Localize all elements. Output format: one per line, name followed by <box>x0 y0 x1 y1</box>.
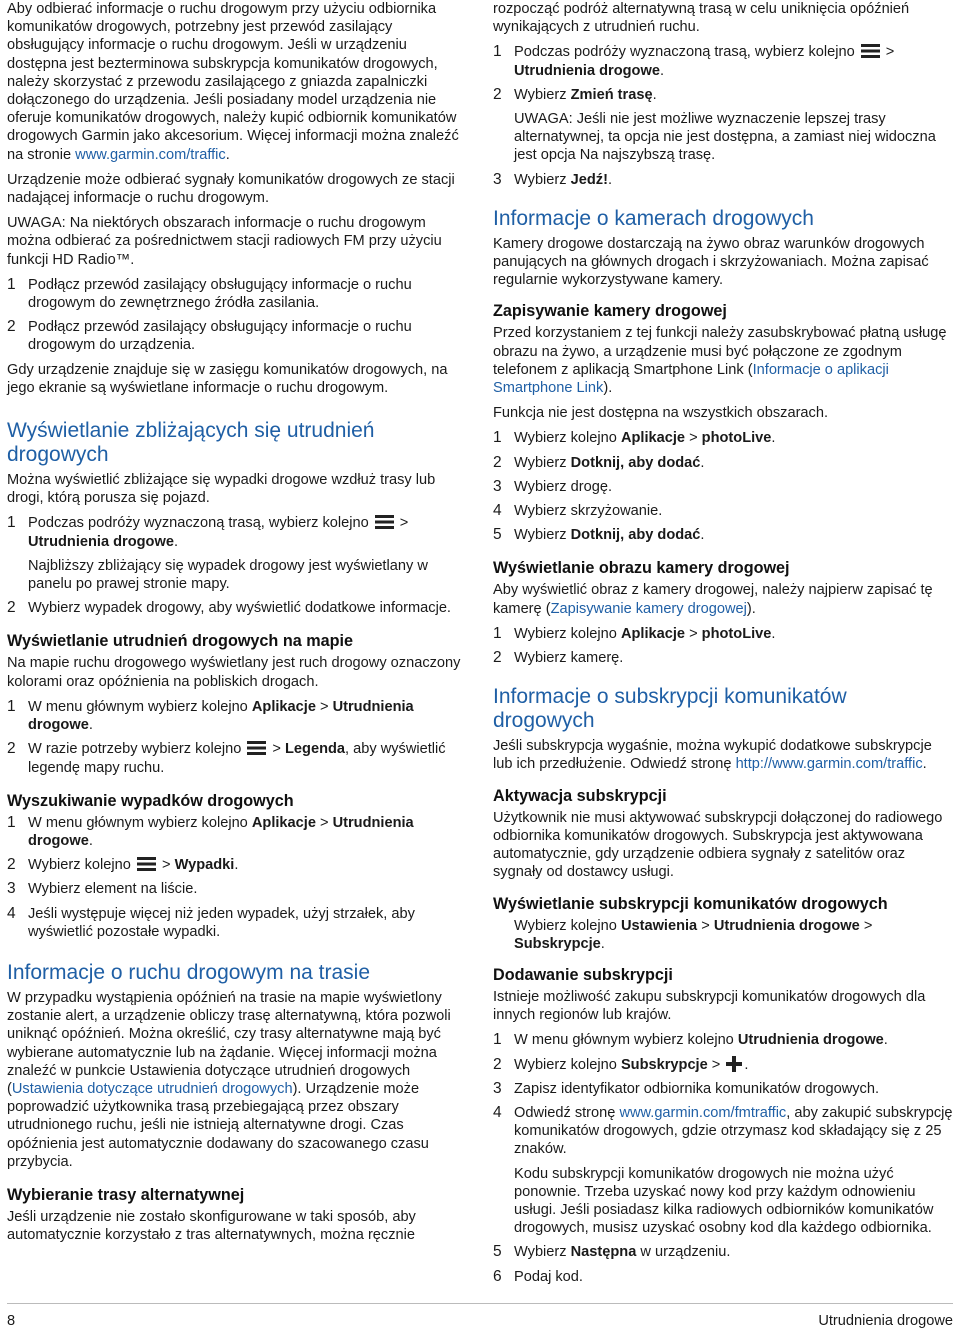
step-text: Wybierz wypadek drogowy, aby wyświetlić dodatkowe informacje. <box>28 600 451 617</box>
subsection-title: Wybieranie trasy alternatywnej <box>7 1185 245 1204</box>
step-3 <box>493 171 953 189</box>
fmtraffic-link[interactable]: www.garmin.com/fmtraffic <box>619 1104 787 1121</box>
section-text: Aby wyświetlić obraz z kamery drogowej, należy najpierw zapisać tę kamerę (Zapisywanie kamery drogowej). <box>493 582 933 617</box>
step-text: W menu głównym wybierz kolejno Utrudnienia drogowe. <box>514 1032 888 1049</box>
step-1 <box>7 698 465 734</box>
section-text: Jeśli subskrypcja wygaśnie, można wykupić dodatkowe subskrypcje lub ich przedłużenie. Odwiedź stronę http://www.garmin.com/traffic. <box>493 738 932 773</box>
step-2 <box>493 86 953 104</box>
step-text: Wybierz drogę. <box>514 478 613 495</box>
subsection-title: Wyświetlanie subskrypcji komunikatów drogowych <box>493 894 888 913</box>
step-number: 1 <box>7 813 16 831</box>
note-paragraph <box>7 214 465 269</box>
step-2 <box>493 649 953 667</box>
step-1 <box>7 276 465 312</box>
step-number: 1 <box>7 275 16 293</box>
step-number: 1 <box>493 624 502 642</box>
step-2 <box>493 1056 953 1074</box>
step-number: 2 <box>7 318 16 336</box>
step-number: 3 <box>493 1079 502 1097</box>
step-number: 3 <box>493 170 502 188</box>
step-5 <box>493 526 953 544</box>
step-text: Podłącz przewód zasilający obsługujący informacje o ruchu drogowym do zewnętrznego źródła zasilania. <box>28 276 412 312</box>
step-number: 1 <box>7 514 16 532</box>
traffic-settings-link[interactable]: Ustawienia dotyczące utrudnień drogowych <box>11 1080 293 1097</box>
step-note: Kodu subskrypcji komunikatów drogowych nie można użyć ponownie. Trzeba uzyskać nowy kod przy każdym odnowieniu usługi. Jeśli posiadasz kilka radiowych odbiorników komunikatów drogowych, musisz uzyskać osobny kod dla każdego odbiornika. <box>514 1165 934 1237</box>
step-4 <box>493 1104 953 1159</box>
step-number: 2 <box>493 85 502 103</box>
step-1 <box>493 1031 953 1049</box>
step-1 <box>493 43 953 79</box>
step-3 <box>493 478 953 496</box>
step-number: 2 <box>493 453 502 471</box>
garmin-traffic-link[interactable]: www.garmin.com/traffic <box>75 146 226 163</box>
section-text: Kamery drogowe dostarczają na żywo obraz warunków drogowych panujących na głównych drogach i skrzyżowaniach. Można zapisać regularnie wykorzystywane kamery. <box>493 235 929 289</box>
step-note: Najbliższy zbliżający się wypadek drogowy jest wyświetlany w panelu po prawej stronie mapy. <box>28 557 428 593</box>
step-text: Zapisz identyfikator odbiornika komunikatów drogowych. <box>514 1080 880 1097</box>
step-number: 2 <box>7 599 16 617</box>
step-number: 3 <box>493 477 502 495</box>
section-text: Jeśli urządzenie nie zostało skonfigurowane w taki sposób, aby automatycznie korzystało z tras alternatywnych, można ręcznie <box>7 1208 416 1244</box>
section-text: Istnieje możliwość zakupu subskrypcji komunikatów drogowych dla innych regionów lub krajów. <box>493 988 926 1024</box>
subsection-title: Zapisywanie kamery drogowej <box>493 302 727 321</box>
step-number: 2 <box>7 856 16 874</box>
step-number: 4 <box>7 904 16 922</box>
menu-icon <box>375 515 394 529</box>
subsection-title: Aktywacja subskrypcji <box>493 786 667 805</box>
garmin-traffic-url-link[interactable]: http://www.garmin.com/traffic <box>735 756 923 773</box>
step-text: Wybierz element na liście. <box>28 881 198 898</box>
step-text: Wybierz kamerę. <box>514 650 624 667</box>
step-6 <box>493 1268 953 1286</box>
step-number: 2 <box>493 1055 502 1073</box>
section-title: Informacje o kamerach drogowych <box>493 206 814 230</box>
plus-icon <box>726 1056 742 1072</box>
subsection-title: Wyszukiwanie wypadków drogowych <box>7 791 294 810</box>
note-label: UWAGA: <box>7 215 66 232</box>
step-number: 2 <box>493 649 502 667</box>
step-text: W menu głównym wybierz kolejno Aplikacje > Utrudnienia drogowe. <box>28 698 414 734</box>
step-1 <box>7 514 465 550</box>
footer-chapter-title: Utrudnienia drogowe <box>818 1313 953 1329</box>
step-2 <box>7 740 465 776</box>
step-number: 2 <box>7 740 16 758</box>
step-text: Jeśli występuje więcej niż jeden wypadek, użyj strzałek, aby wyświetlić pozostałe wypadki. <box>28 905 415 940</box>
menu-icon <box>861 44 880 58</box>
step-5 <box>493 1243 953 1261</box>
intro-paragraph-2: Urządzenie może odbierać sygnały komunikatów drogowych ze stacji nadającej informacje o ruchu drogowym. <box>7 171 455 207</box>
step-text: W menu głównym wybierz kolejno Aplikacje > Utrudnienia drogowe. <box>28 814 414 849</box>
step-2 <box>7 599 465 617</box>
step-text: Wybierz Następna w urządzeniu. <box>514 1244 731 1261</box>
step-number: 1 <box>7 697 16 715</box>
step-2 <box>7 856 465 874</box>
menu-icon <box>137 857 156 871</box>
step-text: Wybierz Dotknij, aby dodać. <box>514 527 705 544</box>
step-text: Podłącz przewód zasilający obsługujący informacje o ruchu drogowym do urządzenia. <box>28 319 412 354</box>
step-number: 6 <box>493 1267 502 1285</box>
step-1 <box>493 625 953 643</box>
section-title: Informacje o subskrypcji komunikatów drogowych <box>493 685 847 733</box>
section-intro: Można wyświetlić zbliżające się wypadki drogowe wzdłuż trasy lub drogi, którą porusza się pojazd. <box>7 472 436 507</box>
step-number: 1 <box>493 1031 502 1049</box>
subsection-title: Wyświetlanie utrudnień drogowych na mapie <box>7 632 353 651</box>
subsection-title: Dodawanie subskrypcji <box>493 965 673 984</box>
footer-divider <box>7 1303 953 1304</box>
save-camera-link[interactable]: Zapisywanie kamery drogowej <box>550 600 747 617</box>
left-column <box>7 0 465 1251</box>
step-number: 4 <box>493 502 502 520</box>
step-1 <box>7 814 465 850</box>
section-text: Wybierz kolejno Ustawienia > Utrudnienia drogowe > Subskrypcje. <box>514 917 873 952</box>
step-text: Wybierz kolejno Aplikacje > photoLive. <box>514 430 776 447</box>
step-number: 3 <box>7 880 16 898</box>
step-text: Wybierz kolejno Aplikacje > photoLive. <box>514 625 776 642</box>
step-4 <box>493 502 953 520</box>
step-text: Wybierz kolejno Subskrypcje > . <box>514 1056 749 1073</box>
right-column <box>493 0 953 1292</box>
step-text: Wybierz Zmień trasę. <box>514 86 657 103</box>
section-title: Informacje o ruchu drogowym na trasie <box>7 960 370 984</box>
intro-text: Aby odbierać informacje o ruchu drogowym przy użyciu odbiornika komunikatów drogowych, potrzebny jest przewód zasilający obsługujący informacje o ruchu drogowym. Jeśli w urządzeniu dostępna jest bezterminowa subskrypcja komunikatów drogowych, należy skorzystać z przewodu zasilającego z gniazda zapalniczki dołączonego do urządzenia. Jeśli posiadany model urządzenia nie oferuje komunikatów drogowych, należy kupić odbiornik komunikatów drogowych Garmin jako akcesorium. Więcej informacji można znaleźć na stronie <box>7 1 459 163</box>
intro-paragraph <box>7 0 465 164</box>
continued-text: rozpocząć podróż alternatywną trasą w celu uniknięcia opóźnień wynikających z utrudnień ruchu. <box>493 1 910 36</box>
step-2 <box>493 454 953 472</box>
step-number: 5 <box>493 1243 502 1261</box>
step-number: 5 <box>493 526 502 544</box>
step-text: Wybierz kolejno > Wypadki. <box>28 857 239 874</box>
step-4 <box>7 905 465 941</box>
section-intro: Na mapie ruchu drogowego wyświetlany jest ruch drogowy oznaczony kolorami oraz opóźnienia na pobliskich drogach. <box>7 655 461 690</box>
smartphone-link-link[interactable]: Informacje o aplikacji Smartphone Link <box>493 361 889 397</box>
step-3 <box>7 880 465 898</box>
step-2 <box>7 318 465 354</box>
section-text-2: Funkcja nie jest dostępna na wszystkich obszarach. <box>493 405 829 422</box>
step-text: Podczas podróży wyznaczoną trasą, wybierz kolejno > Utrudnienia drogowe. <box>514 44 895 79</box>
step-number: 4 <box>493 1103 502 1121</box>
step-1 <box>493 429 953 447</box>
step-text: Wybierz Dotknij, aby dodać. <box>514 454 705 471</box>
step-text: W razie potrzeby wybierz kolejno > Legenda, aby wyświetlić legendę mapy ruchu. <box>28 741 446 776</box>
step-text: Odwiedź stronę www.garmin.com/fmtraffic, aby zakupić subskrypcję komunikatów drogowych, gdzie otrzymasz kod składający się z 25 znaków. <box>514 1104 953 1158</box>
after-steps-paragraph: Gdy urządzenie znajduje się w zasięgu komunikatów drogowych, na jego ekranie są wyświetlane informacje o ruchu drogowym. <box>7 361 448 396</box>
section-text: Przed korzystaniem z tej funkcji należy zasubskrybować płatną usługę obrazu na żywo, a urządzenie musi być połączone ze zgodnym telefonem z aplikacją Smartphone Link (Informacje o aplikacji Smartphone Link). <box>493 325 947 397</box>
step-number: 1 <box>493 43 502 61</box>
step-text: Podaj kod. <box>514 1268 583 1285</box>
page-number: 8 <box>7 1313 16 1329</box>
step-note: UWAGA: Jeśli nie jest możliwe wyznaczenie lepszej trasy alternatywnej, ta opcja nie jest dostępna, a zamiast niej widoczna jest opcja Na najszybszą trasę. <box>514 111 936 164</box>
step-text: Podczas podróży wyznaczoną trasą, wybierz kolejno > Utrudnienia drogowe. <box>28 515 409 550</box>
intro-end: . <box>225 146 230 163</box>
section-title: Wyświetlanie zbliżających się utrudnień drogowych <box>7 419 375 467</box>
section-text: Użytkownik nie musi aktywować subskrypcji dołączonej do radiowego odbiornika komunikatów drogowych. Subskrypcja jest aktywowana automatycznie, gdy urządzenie odbiera sygnały z satelitów oraz sygnały od dostawcy usługi. <box>493 809 943 881</box>
section-text: W przypadku wystąpienia opóźnień na trasie na mapie wyświetlony zostanie alert, a urządzenie obliczy trasę alternatywną, która pozwoli uniknąć opóźnień. Można określić, czy trasy alternatywne mają być wybierane automatycznie lub na żądanie. Więcej informacji można znaleźć w punkcie Ustawienia dotyczące utrudnień drogowych (Ustawienia dotyczące utrudnień drogowych). Urządzenie może poprowadzić użytkownika trasą przebiegającą przez obszary utrudnionego ruchu, jeśli nie istnieją alternatywne drogi. Czas opóźnienia jest automatycznie dodawany do szacowanego czasu przybycia. <box>7 989 451 1170</box>
step-text: Wybierz Jedź!. <box>514 171 613 188</box>
step-number: 1 <box>493 429 502 447</box>
note-text: Na niektórych obszarach informacje o ruchu drogowym można odbierać za pośrednictwem stacji radiowych FM przy użyciu funkcji HD Radio™. <box>7 215 442 268</box>
menu-icon <box>247 741 266 755</box>
subsection-title: Wyświetlanie obrazu kamery drogowej <box>493 559 790 578</box>
step-3 <box>493 1080 953 1098</box>
step-text: Wybierz skrzyżowanie. <box>514 503 663 520</box>
